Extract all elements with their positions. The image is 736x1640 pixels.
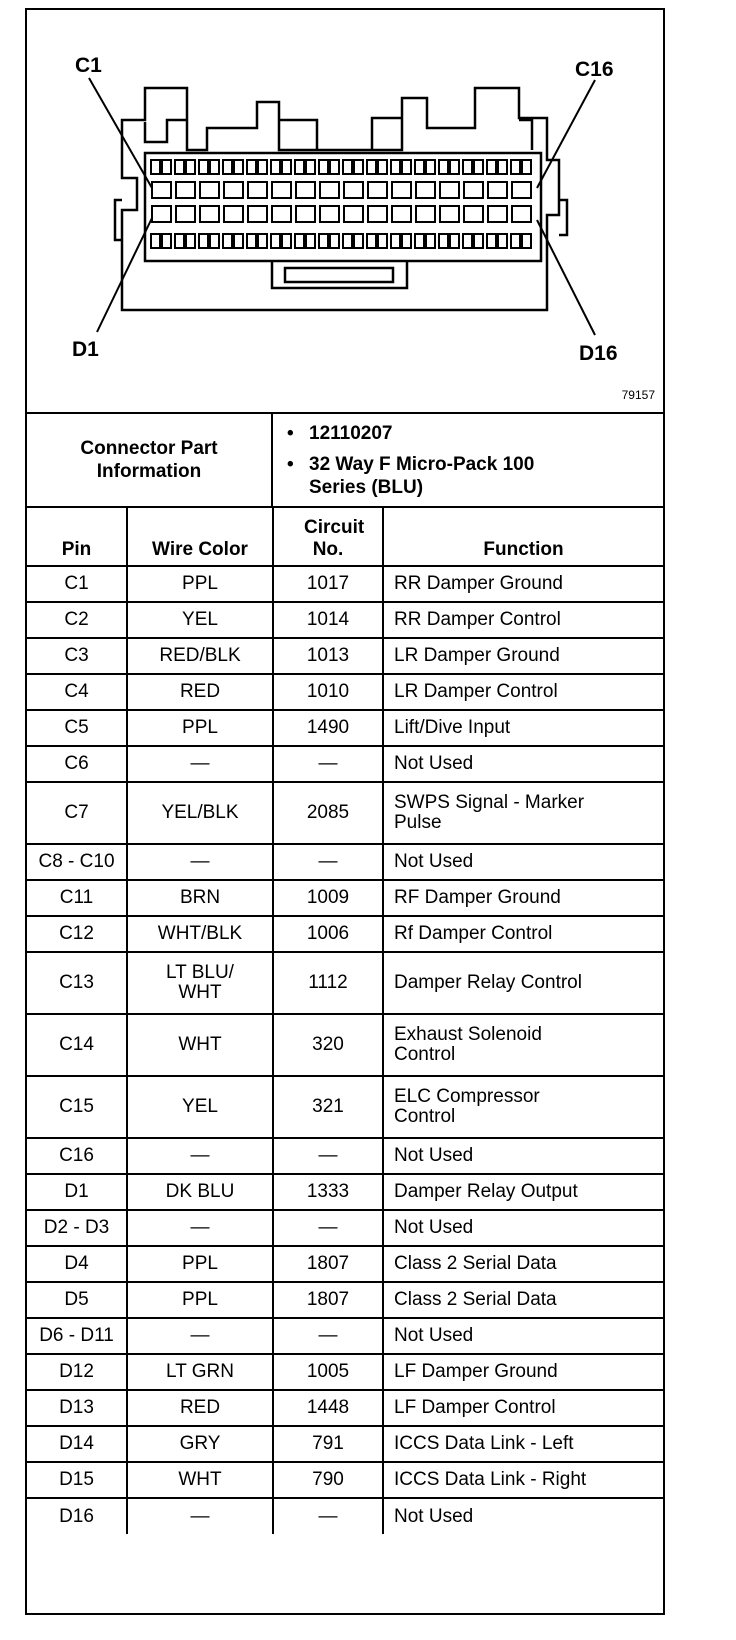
cell-pin: D12 <box>27 1354 127 1390</box>
cell-circuit-no: 1112 <box>273 952 383 1014</box>
cell-pin: D13 <box>27 1390 127 1426</box>
cell-function: Exhaust Solenoid Control <box>383 1014 663 1076</box>
cell-circuit-no: 1490 <box>273 710 383 746</box>
table-row <box>27 1174 663 1210</box>
connector-pin-cavity <box>402 234 411 248</box>
connector-pin-cavity <box>282 160 291 174</box>
label-c16: C16 <box>575 58 614 81</box>
cell-wire-color: PPL <box>127 1246 273 1282</box>
cell-function: ICCS Data Link - Right <box>383 1462 663 1498</box>
cell-circuit-no: — <box>273 1138 383 1174</box>
cell-pin: C12 <box>27 916 127 952</box>
cell-pin: C14 <box>27 1014 127 1076</box>
connector-pin-cavity <box>319 160 328 174</box>
cell-wire-color: BRN <box>127 880 273 916</box>
connector-pin-cavity <box>330 160 339 174</box>
connector-pin-cavity <box>320 206 339 222</box>
cell-circuit-no: 1005 <box>273 1354 383 1390</box>
connector-pin-cavity <box>440 206 459 222</box>
table-row <box>27 1318 663 1354</box>
cell-function: ICCS Data Link - Left <box>383 1426 663 1462</box>
connector-pin-cavity <box>186 234 195 248</box>
cell-circuit-no: — <box>273 844 383 880</box>
cell-pin: C1 <box>27 566 127 602</box>
connector-pin-cavity <box>392 182 411 198</box>
cell-function: RR Damper Control <box>383 602 663 638</box>
cell-circuit-no: 320 <box>273 1014 383 1076</box>
connector-pin-cavity <box>330 234 339 248</box>
connector-pin-cavity <box>378 160 387 174</box>
cell-circuit-no: 1807 <box>273 1246 383 1282</box>
cell-circuit-no: — <box>273 746 383 782</box>
connector-pin-cavity <box>176 206 195 222</box>
cell-pin: C7 <box>27 782 127 844</box>
cell-function: Damper Relay Output <box>383 1174 663 1210</box>
connector-part-details <box>287 422 657 507</box>
connector-pin-cavity <box>439 234 448 248</box>
connector-pin-cavity <box>367 234 376 248</box>
cell-wire-color: RED <box>127 674 273 710</box>
cell-pin: C6 <box>27 746 127 782</box>
connector-pin-cavity <box>512 206 531 222</box>
cell-pin: D15 <box>27 1462 127 1498</box>
connector-pin-cavity <box>271 160 280 174</box>
cell-function: Not Used <box>383 1318 663 1354</box>
connector-pin-cavity <box>175 234 184 248</box>
table-row <box>27 1426 663 1462</box>
connector-pin-cavity <box>247 234 256 248</box>
cell-pin: D16 <box>27 1498 127 1534</box>
table-row <box>27 638 663 674</box>
connector-pin-cavity <box>151 234 160 248</box>
table-row <box>27 746 663 782</box>
connector-pin-cavity <box>320 182 339 198</box>
connector-pin-cavity <box>368 206 387 222</box>
cell-circuit-no: 1014 <box>273 602 383 638</box>
table-row <box>27 952 663 1014</box>
label-c1: C1 <box>75 54 102 77</box>
table-row <box>27 1138 663 1174</box>
pinout-header-row <box>27 508 663 566</box>
connector-pin-cavity <box>440 182 459 198</box>
cell-wire-color: GRY <box>127 1426 273 1462</box>
connector-pin-cavity <box>234 234 243 248</box>
connector-pin-cavity <box>522 160 531 174</box>
connector-pin-cavity <box>344 206 363 222</box>
cell-function: Not Used <box>383 746 663 782</box>
table-row <box>27 880 663 916</box>
cell-circuit-no: 1807 <box>273 1282 383 1318</box>
connector-pin-cavity <box>512 182 531 198</box>
table-row <box>27 674 663 710</box>
cell-wire-color: — <box>127 746 273 782</box>
cell-wire-color: LT GRN <box>127 1354 273 1390</box>
connector-pin-cavity <box>151 160 160 174</box>
connector-sheet <box>25 8 665 1615</box>
cell-circuit-no: 1017 <box>273 566 383 602</box>
connector-pin-cavity <box>392 206 411 222</box>
connector-pin-cavity <box>498 160 507 174</box>
connector-pin-cavity <box>295 160 304 174</box>
connector-pin-cavity <box>199 234 208 248</box>
connector-pin-cavity <box>200 206 219 222</box>
cell-circuit-no: 2085 <box>273 782 383 844</box>
cell-pin: C4 <box>27 674 127 710</box>
cell-function: Lift/Dive Input <box>383 710 663 746</box>
connector-pin-cavity <box>343 234 352 248</box>
table-row <box>27 1210 663 1246</box>
connector-diagram <box>27 10 663 412</box>
table-row <box>27 1390 663 1426</box>
cell-circuit-no: 1013 <box>273 638 383 674</box>
connector-pin-cavity <box>416 206 435 222</box>
cell-pin: C15 <box>27 1076 127 1138</box>
bullet-icon: • <box>287 423 294 444</box>
connector-pin-cavity <box>271 234 280 248</box>
cell-wire-color: — <box>127 1318 273 1354</box>
connector-pin-cavity <box>224 206 243 222</box>
cell-function: Rf Damper Control <box>383 916 663 952</box>
connector-pin-cavity <box>474 160 483 174</box>
connector-pin-cavity <box>402 160 411 174</box>
cell-wire-color: YEL/BLK <box>127 782 273 844</box>
cell-circuit-no: 1448 <box>273 1390 383 1426</box>
cell-wire-color: WHT/BLK <box>127 916 273 952</box>
connector-pin-cavity <box>223 234 232 248</box>
cell-wire-color: WHT <box>127 1014 273 1076</box>
connector-pin-cavity <box>463 234 472 248</box>
figure-number: 79157 <box>621 388 655 402</box>
connector-pin-cavity <box>343 160 352 174</box>
cell-function: LR Damper Control <box>383 674 663 710</box>
connector-pin-cavity <box>296 206 315 222</box>
connector-pin-cavity <box>272 206 291 222</box>
cell-wire-color: RED/BLK <box>127 638 273 674</box>
cell-pin: C5 <box>27 710 127 746</box>
connector-pin-cavity <box>487 160 496 174</box>
cell-function: Damper Relay Control <box>383 952 663 1014</box>
cell-function: Class 2 Serial Data <box>383 1282 663 1318</box>
table-row <box>27 916 663 952</box>
connector-pin-cavity <box>247 160 256 174</box>
label-d1: D1 <box>72 338 99 361</box>
cell-wire-color: DK BLU <box>127 1174 273 1210</box>
cell-wire-color: PPL <box>127 566 273 602</box>
connector-pin-cavity <box>498 234 507 248</box>
cell-function: LF Damper Control <box>383 1390 663 1426</box>
cell-circuit-no: 1333 <box>273 1174 383 1210</box>
connector-pin-cavity <box>319 234 328 248</box>
cell-wire-color: PPL <box>127 710 273 746</box>
connector-pin-cavity <box>391 234 400 248</box>
cell-pin: C13 <box>27 952 127 1014</box>
cell-circuit-no: — <box>273 1318 383 1354</box>
connector-pin-cavity <box>306 160 315 174</box>
connector-pin-cavity <box>176 182 195 198</box>
table-row <box>27 1246 663 1282</box>
part-number: 12110207 <box>309 423 393 444</box>
connector-pin-cavity <box>488 206 507 222</box>
connector-pin-cavity <box>175 160 184 174</box>
cell-pin: D4 <box>27 1246 127 1282</box>
connector-pin-cavity <box>426 160 435 174</box>
connector-pin-cavity <box>248 182 267 198</box>
cell-pin: C2 <box>27 602 127 638</box>
table-row <box>27 782 663 844</box>
cell-wire-color: — <box>127 1210 273 1246</box>
cell-wire-color: — <box>127 1138 273 1174</box>
connector-pin-cavity <box>344 182 363 198</box>
connector-pin-cavity <box>152 182 171 198</box>
cell-circuit-no: 1006 <box>273 916 383 952</box>
part-number-row <box>287 422 657 445</box>
cell-function: LR Damper Ground <box>383 638 663 674</box>
connector-pin-cavity <box>415 160 424 174</box>
connector-pin-cavity <box>224 182 243 198</box>
table-row <box>27 710 663 746</box>
cell-wire-color: — <box>127 1498 273 1534</box>
cell-wire-color: RED <box>127 1390 273 1426</box>
connector-pin-cavity <box>258 234 267 248</box>
cell-function: RF Damper Ground <box>383 880 663 916</box>
label-d16: D16 <box>579 342 618 365</box>
connector-pin-cavity <box>258 160 267 174</box>
table-row <box>27 1282 663 1318</box>
connector-pin-cavity <box>368 182 387 198</box>
cell-function: RR Damper Ground <box>383 566 663 602</box>
connector-pin-cavity <box>210 160 219 174</box>
table-row <box>27 1076 663 1138</box>
table-row <box>27 1498 663 1534</box>
col-header-circuit-no: Circuit No. <box>273 508 383 566</box>
connector-pin-cavity <box>162 160 171 174</box>
cell-circuit-no: 791 <box>273 1426 383 1462</box>
connector-pin-cavity <box>234 160 243 174</box>
cell-circuit-no: — <box>273 1210 383 1246</box>
cell-pin: D5 <box>27 1282 127 1318</box>
cell-wire-color: YEL <box>127 602 273 638</box>
cell-pin: C16 <box>27 1138 127 1174</box>
cell-function: Not Used <box>383 1210 663 1246</box>
table-row <box>27 1462 663 1498</box>
col-header-pin: Pin <box>27 508 127 566</box>
cell-function: Class 2 Serial Data <box>383 1246 663 1282</box>
connector-pin-cavity <box>186 160 195 174</box>
connector-pin-cavity <box>464 182 483 198</box>
connector-pin-cavity <box>439 160 448 174</box>
table-row <box>27 602 663 638</box>
cell-pin: C11 <box>27 880 127 916</box>
connector-pin-cavity <box>487 234 496 248</box>
table-row <box>27 1014 663 1076</box>
cell-circuit-no: 790 <box>273 1462 383 1498</box>
connector-pin-cavity <box>272 182 291 198</box>
connector-pin-cavity <box>463 160 472 174</box>
connector-pin-cavity <box>450 234 459 248</box>
cell-pin: C3 <box>27 638 127 674</box>
cell-function: Not Used <box>383 1138 663 1174</box>
cell-wire-color: WHT <box>127 1462 273 1498</box>
connector-pin-cavity <box>295 234 304 248</box>
connector-pin-cavity <box>199 160 208 174</box>
connector-pin-cavity <box>426 234 435 248</box>
cell-circuit-no: 321 <box>273 1076 383 1138</box>
table-row <box>27 566 663 602</box>
connector-pin-cavity <box>511 234 520 248</box>
connector-pin-cavity <box>488 182 507 198</box>
col-header-function: Function <box>383 508 663 566</box>
cell-pin: D1 <box>27 1174 127 1210</box>
connector-pin-cavity <box>415 234 424 248</box>
cell-function: LF Damper Ground <box>383 1354 663 1390</box>
connector-part-info-title <box>27 414 273 506</box>
cell-circuit-no: 1010 <box>273 674 383 710</box>
table-row <box>27 1354 663 1390</box>
connector-pin-cavity <box>522 234 531 248</box>
connector-drawing <box>27 10 663 412</box>
cell-wire-color: LT BLU/ WHT <box>127 952 273 1014</box>
cell-function: ELC Compressor Control <box>383 1076 663 1138</box>
connector-pin-cavity <box>223 160 232 174</box>
connector-pin-cavity <box>152 206 171 222</box>
connector-pin-cavity <box>354 234 363 248</box>
connector-pin-cavity <box>210 234 219 248</box>
cell-pin: D2 - D3 <box>27 1210 127 1246</box>
connector-info-header <box>27 412 663 508</box>
cell-pin: D6 - D11 <box>27 1318 127 1354</box>
part-description: 32 Way F Micro-Pack 100 Series (BLU) <box>309 454 535 498</box>
part-description-row <box>287 453 657 499</box>
table-row <box>27 844 663 880</box>
cell-wire-color: YEL <box>127 1076 273 1138</box>
connector-pin-cavity <box>464 206 483 222</box>
connector-pin-cavity <box>354 160 363 174</box>
connector-pin-cavity <box>200 182 219 198</box>
cell-circuit-no: 1009 <box>273 880 383 916</box>
connector-pin-cavity <box>511 160 520 174</box>
cell-circuit-no: — <box>273 1498 383 1534</box>
col-header-wire-color: Wire Color <box>127 508 273 566</box>
connector-part-info-text: Connector Part Information <box>80 438 218 482</box>
connector-pin-cavity <box>296 182 315 198</box>
connector-pin-cavity <box>248 206 267 222</box>
pinout-table <box>27 508 663 1534</box>
cell-function: SWPS Signal - Marker Pulse <box>383 782 663 844</box>
bullet-icon: • <box>287 454 294 475</box>
connector-pin-cavity <box>282 234 291 248</box>
connector-pin-cavity <box>391 160 400 174</box>
cell-pin: D14 <box>27 1426 127 1462</box>
connector-pin-cavity <box>378 234 387 248</box>
connector-pin-cavity <box>306 234 315 248</box>
connector-pin-cavity <box>416 182 435 198</box>
cell-wire-color: PPL <box>127 1282 273 1318</box>
cell-function: Not Used <box>383 844 663 880</box>
cell-pin: C8 - C10 <box>27 844 127 880</box>
cell-function: Not Used <box>383 1498 663 1534</box>
connector-pin-cavity <box>450 160 459 174</box>
connector-pin-cavity <box>474 234 483 248</box>
connector-pin-cavity <box>162 234 171 248</box>
connector-pin-cavity <box>367 160 376 174</box>
cell-wire-color: — <box>127 844 273 880</box>
